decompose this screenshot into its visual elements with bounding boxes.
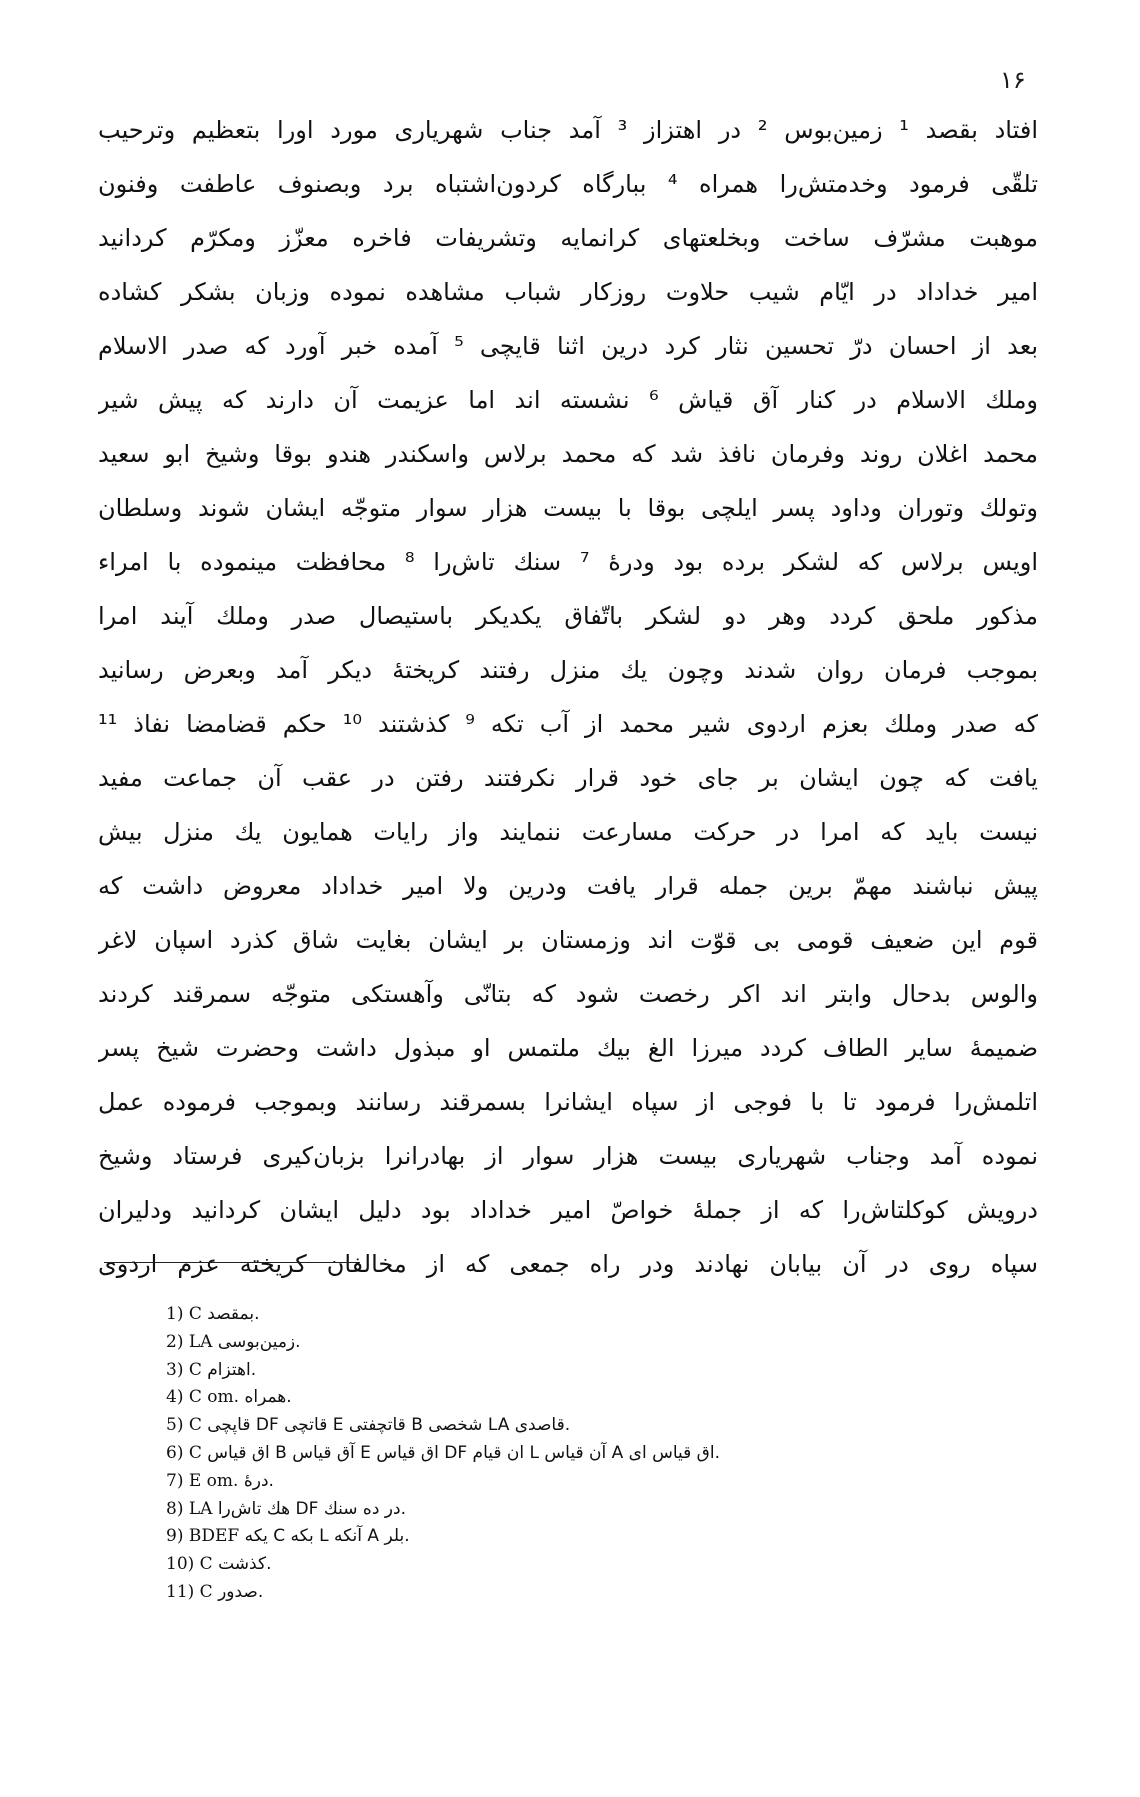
footnote-text: زمین‌بوسی. (217, 1331, 301, 1352)
text-line: بعد از احسان درّ تحسین نثار کرد درین اثنا قایچی ⁵ آمده خبر آورد که صدر الاسلام (98, 332, 1038, 360)
footnote-text: یکه C بکه L آنکه A بلر. (244, 1526, 410, 1547)
text-line: تلقّی فرمود وخدمتش‌را همراه ⁴ ببارگاه کردون‌اشتباه برد وبصنوف عاطفت وفنون (98, 170, 1038, 198)
text-line: مذکور ملحق کردد وهر دو لشکر باتّفاق یکدیکر باستیصال صدر وملك آیند امرا (98, 602, 1038, 630)
text-line: وملك الاسلام در کنار آق قیاش ⁶ نشسته اند اما عزیمت آن دارند که پیش شیر (98, 386, 1038, 414)
footnote-number: 8) LA (166, 1498, 213, 1519)
text-line: پیش نباشند مهمّ برین جمله قرار یافت ودرین ولا امیر خداداد معروض داشت که (98, 872, 1038, 900)
page-number: ۱۶ (1000, 66, 1026, 94)
text-line: افتاد بقصد ¹ زمین‌بوس ² در اهتزاز ³ آمد جناب شهریاری مورد اورا بتعظیم وترحیب (98, 116, 1038, 144)
body-text (98, 103, 1038, 1291)
footnote (166, 1551, 1036, 1579)
footnote-text: اهتزام. (207, 1359, 257, 1380)
footnote-text: اق قیاس B آق قیاس E اق قیاس DF ان قیام L آن قیاس A اق قیاس ای. (207, 1442, 721, 1463)
footnote-text: کذشت. (218, 1554, 272, 1575)
text-line: یافت که چون ایشان بر جای خود قرار نکرفتند رفتن در عقب آن جماعت مفید (98, 764, 1038, 792)
text-line: بموجب فرمان روان شدند وچون یك منزل رفتند کریختهٔ دیکر آمد وبعرض رسانید (98, 656, 1038, 684)
footnote-text: بمقصد. (207, 1304, 260, 1324)
footnote (166, 1579, 1036, 1607)
text-line: والوس بدحال وابتر اند اکر رخصت شود که بتانّی وآهستکی متوجّه سمرقند کردند (98, 980, 1038, 1008)
text-line: سپاه روی در آن بیابان نهادند ودر راه جمعی که از مخالفان کریخته عزم اردوی (98, 1250, 1038, 1278)
footnote-separator (104, 1262, 360, 1263)
text-line: محمد اغلان روند وفرمان نافذ شد که محمد برلاس واسکندر هندو بوقا وشیخ ابو سعید (98, 440, 1038, 468)
text-line: که صدر وملك بعزم اردوی شیر محمد از آب تکه ⁹ کذشتند ¹⁰ حکم قضامضا نفاذ ¹¹ (98, 710, 1038, 738)
footnote (166, 1440, 1036, 1468)
footnote (166, 1301, 1036, 1329)
footnotes (166, 1301, 1036, 1607)
footnote-text: درهٔ. (243, 1470, 274, 1491)
text-line: ضمیمهٔ سایر الطاف کردد میرزا الغ بیك ملتمس او مبذول داشت وحضرت شیخ پسر (98, 1034, 1038, 1062)
text-line: موهبت مشرّف ساخت وبخلعتهای کرانمایه وتشریفات فاخره معزّز ومکرّم کردانید (98, 224, 1038, 252)
footnote-text: همراه. (244, 1387, 292, 1408)
footnote (166, 1523, 1036, 1551)
footnote (166, 1412, 1036, 1440)
footnote (166, 1384, 1036, 1412)
footnote-number: 7) E om. (166, 1470, 239, 1491)
footnote (166, 1329, 1036, 1357)
text-line: اویس برلاس که لشکر برده بود ودرهٔ ⁷ سنك تاش‌را ⁸ محافظت مینموده با امراء (98, 548, 1038, 576)
text-line: اتلمش‌را فرمود تا با فوجی از سپاه ایشانرا بسمرقند رسانند وبموجب فرموده عمل (98, 1088, 1038, 1116)
footnote-number: 11) C (166, 1581, 213, 1602)
footnote-number: 3) C (166, 1359, 202, 1380)
footnote (166, 1468, 1036, 1496)
footnote-number: 1) C (166, 1304, 202, 1324)
footnote (166, 1496, 1036, 1524)
footnote-number: 10) C (166, 1554, 213, 1575)
footnote (166, 1357, 1036, 1385)
text-line: وتولك وتوران وداود پسر ایلچی بوقا با بیست هزار سوار متوجّه ایشان شوند وسلطان (98, 494, 1038, 522)
footnote-text: هك تاش‌را DF در ده سنك. (217, 1498, 406, 1519)
text-line: قوم این ضعیف قومی بی قوّت اند وزمستان بر ایشان بغایت شاق کذرد اسپان لاغر (98, 926, 1038, 954)
footnote-number: 6) C (166, 1442, 202, 1463)
footnote-number: 9) BDEF (166, 1526, 240, 1547)
text-line: امیر خداداد در ایّام شیب حلاوت روزکار شباب مشاهده نموده وزبان بشکر کشاده (98, 278, 1038, 306)
footnote-text: قاپچی DF قاتچی E قاتچفتی B شخصی LA قاصدی. (207, 1415, 571, 1436)
text-line: درویش کوکلتاش‌را که از جملهٔ خواصّ امیر خداداد بود دلیل ایشان کردانید ودلیران (98, 1196, 1038, 1224)
footnote-text: صدور. (218, 1581, 264, 1602)
footnote-number: 5) C (166, 1415, 202, 1436)
text-line: نموده آمد وجناب شهریاری بیست هزار سوار از بهادرانرا بزبان‌کیری فرستاد وشیخ (98, 1142, 1038, 1170)
footnote-number: 4) C om. (166, 1387, 240, 1408)
text-line: نیست باید که امرا در حرکت مسارعت ننمایند واز رایات همایون یك منزل بیش (98, 818, 1038, 846)
footnote-number: 2) LA (166, 1331, 213, 1352)
